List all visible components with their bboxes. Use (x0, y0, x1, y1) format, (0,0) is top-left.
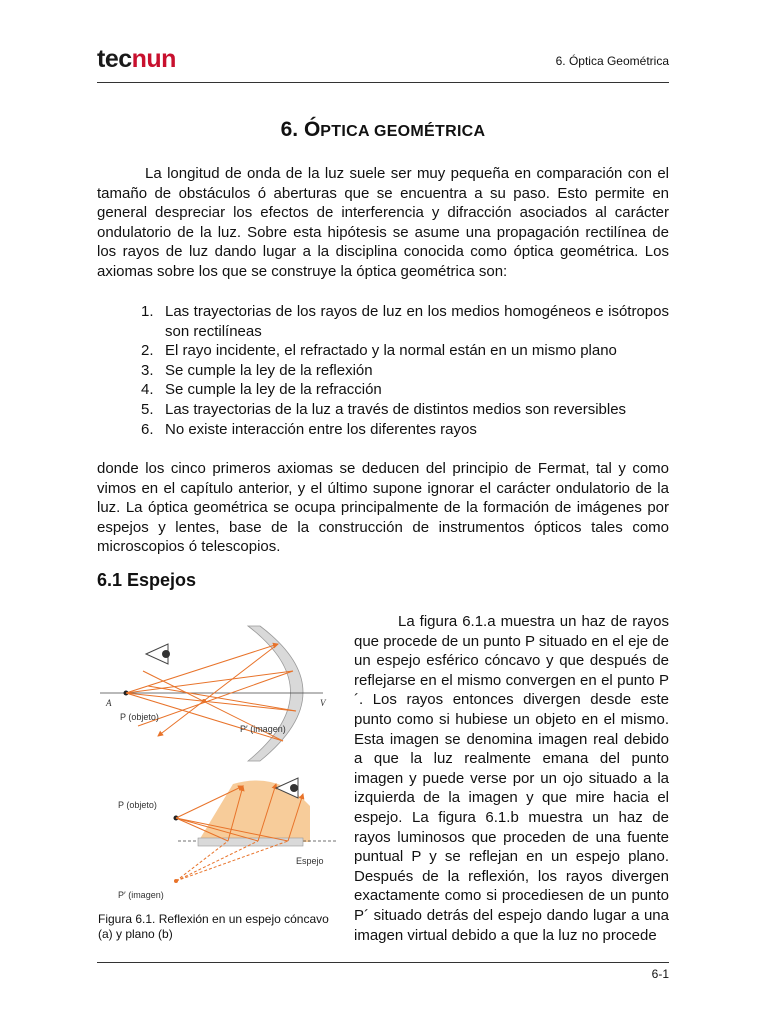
label-p-object-b: P (objeto) (118, 800, 157, 810)
label-mirror: Espejo (296, 856, 324, 866)
list-text: Se cumple la ley de la reflexión (165, 361, 373, 379)
label-v: V (320, 698, 326, 708)
header-rule (97, 82, 669, 83)
figure-a (100, 626, 327, 761)
logo-part2: nun (131, 45, 176, 73)
section-heading: 6.1 Espejos (97, 570, 197, 590)
chapter-title-rest: PTICA GEOMÉTRICA (320, 123, 486, 140)
axioms-list (141, 302, 669, 439)
list-number: 5. (141, 400, 154, 418)
page-header (97, 44, 669, 84)
list-text: El rayo incidente, el refractado y la normal están en un mismo plano (165, 342, 617, 360)
page-number: 6-1 (651, 967, 669, 981)
list-item (141, 420, 669, 440)
list-item (141, 400, 669, 420)
label-a: A (106, 698, 112, 708)
chapter-title (97, 118, 669, 142)
list-item (141, 380, 669, 400)
list-number: 1. (141, 303, 154, 320)
list-number: 3. (141, 361, 154, 379)
label-p-image-b: P′ (imagen) (118, 890, 164, 900)
list-number: 4. (141, 381, 154, 399)
list-text: Las trayectorias de la luz a través de distintos medios son reversibles (165, 400, 627, 418)
figure-svg (98, 616, 338, 906)
list-number: 6. (141, 420, 154, 438)
virtual-rays-b (176, 841, 288, 881)
figure-caption: Figura 6.1. Reflexión en un espejo cóncavo (a) y plano (b) (98, 912, 329, 941)
list-number: 2. (141, 342, 154, 360)
figure-6-1 (98, 616, 338, 906)
intro-paragraph: La longitud de onda de la luz suele ser muy pequeña en comparación con el tamaño de obstáculos ó aberturas que se encuentra a su paso. Esto permite en general despreciar los efectos de interferencia y difracción asociados al carácter ondulatorio de la luz. Sobre esta hipótesis se asume una propagación rectilínea de los rayos de luz dando lugar a la disciplina conocida como óptica geométrica. Los axiomas sobre los que se construye la óptica geométrica son: (97, 165, 669, 280)
label-p-object-a: P (objeto) (120, 712, 159, 722)
section-paragraph: La figura 6.1.a muestra un haz de rayos que procede de un punto P situado en el eje de un espejo esférico cóncavo y que después de reflejarse en el mismo convergen en el punto P´. Los rayos entonces divergen desde este punto como si hubiese un objeto en el mismo. Esta imagen se denomina imagen real debido a que la luz realmente emana del punto imagen y puede verse por un ojo situado a la izquierda de la imagen y que mire hacia el espejo. La figura 6.1.b muestra un haz de rayos luminosos que proceden de una fuente puntual P y se reflejan en un espejo plano. Después de la reflexión, los rayos divergen exactamente como si procediesen de un punto P´ situado detrás del espejo dando lugar a una imagen virtual debido a que la luz no procede (354, 613, 669, 944)
chapter-number: 6. (280, 118, 304, 141)
logo-part1: tec (97, 45, 132, 73)
running-title: 6. Óptica Geométrica (555, 54, 669, 68)
eye-icon (146, 644, 170, 664)
tecnun-logo (97, 44, 176, 74)
list-item (141, 302, 669, 341)
chapter-title-initial: Ó (303, 118, 321, 141)
label-p-image-a: P′ (imagen) (240, 724, 286, 734)
list-text: Las trayectorias de los rayos de luz en los medios homogéneos e isótropos son rectilíneas (165, 303, 669, 340)
list-text: Se cumple la ley de la refracción (165, 381, 382, 399)
figure-b (118, 778, 338, 900)
list-item (141, 341, 669, 361)
list-item (141, 361, 669, 381)
footer-rule (97, 962, 669, 963)
list-text: No existe interacción entre los diferentes rayos (165, 420, 477, 438)
body-paragraph: donde los cinco primeros axiomas se deducen del principio de Fermat, tal y como vimos en el capítulo anterior, y el último supone ignorar el carácter ondulatorio de la luz. La óptica geométrica se ocupa principalmente de la formación de imágenes por espejos y lentes, base de la construcción de instrumentos ópticos tales como microscopios ó telescopios. (97, 460, 669, 556)
